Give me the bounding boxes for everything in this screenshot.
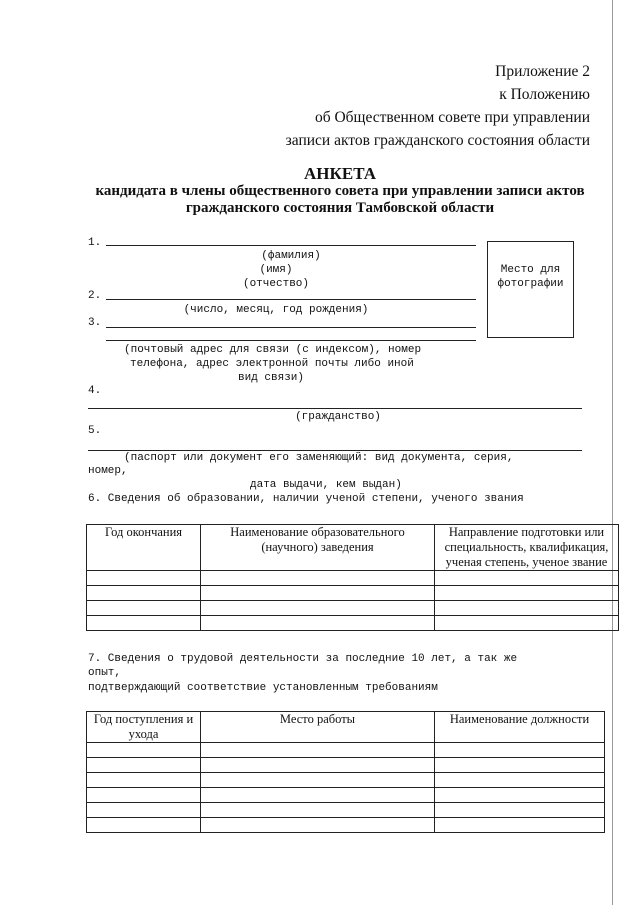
address-caption-3: вид связи) xyxy=(238,372,305,384)
table-row xyxy=(87,803,605,818)
table-row xyxy=(87,773,605,788)
table-cell[interactable] xyxy=(201,601,435,616)
surname-caption: (фамилия) xyxy=(261,250,321,262)
table-cell[interactable] xyxy=(201,818,435,833)
table-cell[interactable] xyxy=(201,803,435,818)
education-heading: 6. Сведения об образовании, наличии ученой степени, ученого звания xyxy=(88,493,524,505)
scan-edge-line xyxy=(612,0,613,905)
address-caption-2: телефона, адрес электронной почты либо иной xyxy=(130,358,414,370)
table-cell[interactable] xyxy=(87,571,201,586)
table-cell[interactable] xyxy=(87,586,201,601)
work-heading-1: 7. Сведения о трудовой деятельности за последние 10 лет, а так же xyxy=(88,653,518,665)
appendix-line-1: Приложение 2 xyxy=(495,63,590,80)
photo-placeholder xyxy=(487,241,574,338)
table-cell[interactable] xyxy=(201,743,435,758)
form-title: АНКЕТА xyxy=(304,164,376,183)
work-heading-2: опыт, xyxy=(88,667,122,679)
table-cell[interactable] xyxy=(201,571,435,586)
education-header-year: Год окончания xyxy=(87,525,201,571)
table-row xyxy=(87,788,605,803)
work-header-place: Место работы xyxy=(201,712,435,743)
table-cell[interactable] xyxy=(201,616,435,631)
table-row xyxy=(87,571,619,586)
education-header-institution: Наименование образовательного (научного) заведения xyxy=(201,525,435,571)
work-heading-3: подтверждающий соответствие установленным требованиям xyxy=(88,682,438,694)
table-cell[interactable] xyxy=(87,601,201,616)
passport-caption-2: номер, xyxy=(88,465,128,477)
table-cell[interactable] xyxy=(87,616,201,631)
patronymic-caption: (отчество) xyxy=(242,278,309,290)
work-header-row xyxy=(87,712,605,743)
form-subtitle-2: гражданского состояния Тамбовской области xyxy=(185,200,495,216)
field-3-number: 3. xyxy=(88,317,102,329)
field-4-line[interactable] xyxy=(88,408,582,409)
table-cell[interactable] xyxy=(435,803,605,818)
appendix-line-3: об Общественном совете при управлении xyxy=(314,109,590,126)
field-1-number: 1. xyxy=(88,237,102,249)
table-cell[interactable] xyxy=(435,818,605,833)
photo-caption-2: фотографии xyxy=(497,278,564,290)
field-2-line[interactable] xyxy=(106,299,476,300)
field-2-number: 2. xyxy=(88,290,102,302)
table-cell[interactable] xyxy=(201,586,435,601)
table-cell[interactable] xyxy=(87,803,201,818)
table-cell[interactable] xyxy=(201,758,435,773)
education-header-specialty: Направление подготовки или специальность, квалификация, ученая степень, ученое звание xyxy=(435,525,619,571)
table-row xyxy=(87,616,619,631)
passport-caption-1: (паспорт или документ его заменяющий: вид документа, серия, xyxy=(124,452,514,464)
citizenship-caption: (гражданство) xyxy=(295,411,381,423)
table-cell[interactable] xyxy=(435,773,605,788)
work-header-position: Наименование должности xyxy=(435,712,605,743)
table-cell[interactable] xyxy=(435,616,619,631)
table-cell[interactable] xyxy=(435,571,619,586)
table-cell[interactable] xyxy=(435,586,619,601)
table-row xyxy=(87,758,605,773)
field-1-line[interactable] xyxy=(106,245,476,246)
field-4-number: 4. xyxy=(88,385,102,397)
table-cell[interactable] xyxy=(435,758,605,773)
work-table xyxy=(86,711,605,833)
table-cell[interactable] xyxy=(87,743,201,758)
table-cell[interactable] xyxy=(201,773,435,788)
address-caption-1: (почтовый адрес для связи (с индексом), номер xyxy=(124,344,422,356)
table-cell[interactable] xyxy=(201,788,435,803)
passport-caption-3: дата выдачи, кем выдан) xyxy=(250,479,402,491)
education-table xyxy=(86,524,619,631)
table-cell[interactable] xyxy=(435,788,605,803)
table-row xyxy=(87,586,619,601)
field-3-line-2[interactable] xyxy=(106,340,476,341)
name-caption: (имя) xyxy=(259,264,293,276)
field-3-line-1[interactable] xyxy=(106,327,476,328)
table-row xyxy=(87,601,619,616)
photo-caption-1: Место для xyxy=(500,264,561,276)
table-row xyxy=(87,818,605,833)
table-row xyxy=(87,743,605,758)
table-cell[interactable] xyxy=(435,601,619,616)
table-cell[interactable] xyxy=(87,818,201,833)
table-cell[interactable] xyxy=(87,788,201,803)
appendix-block xyxy=(280,60,590,152)
education-header-row xyxy=(87,525,619,571)
work-header-years: Год поступления и ухода xyxy=(87,712,201,743)
appendix-line-4: записи актов гражданского состояния области xyxy=(285,132,590,149)
field-5-number: 5. xyxy=(88,425,102,437)
birth-caption: (число, месяц, год рождения) xyxy=(183,304,369,316)
table-cell[interactable] xyxy=(87,758,201,773)
appendix-line-2: к Положению xyxy=(499,86,590,103)
form-subtitle-1: кандидата в члены общественного совета при управлении записи актов xyxy=(95,183,585,199)
table-cell[interactable] xyxy=(87,773,201,788)
table-cell[interactable] xyxy=(435,743,605,758)
